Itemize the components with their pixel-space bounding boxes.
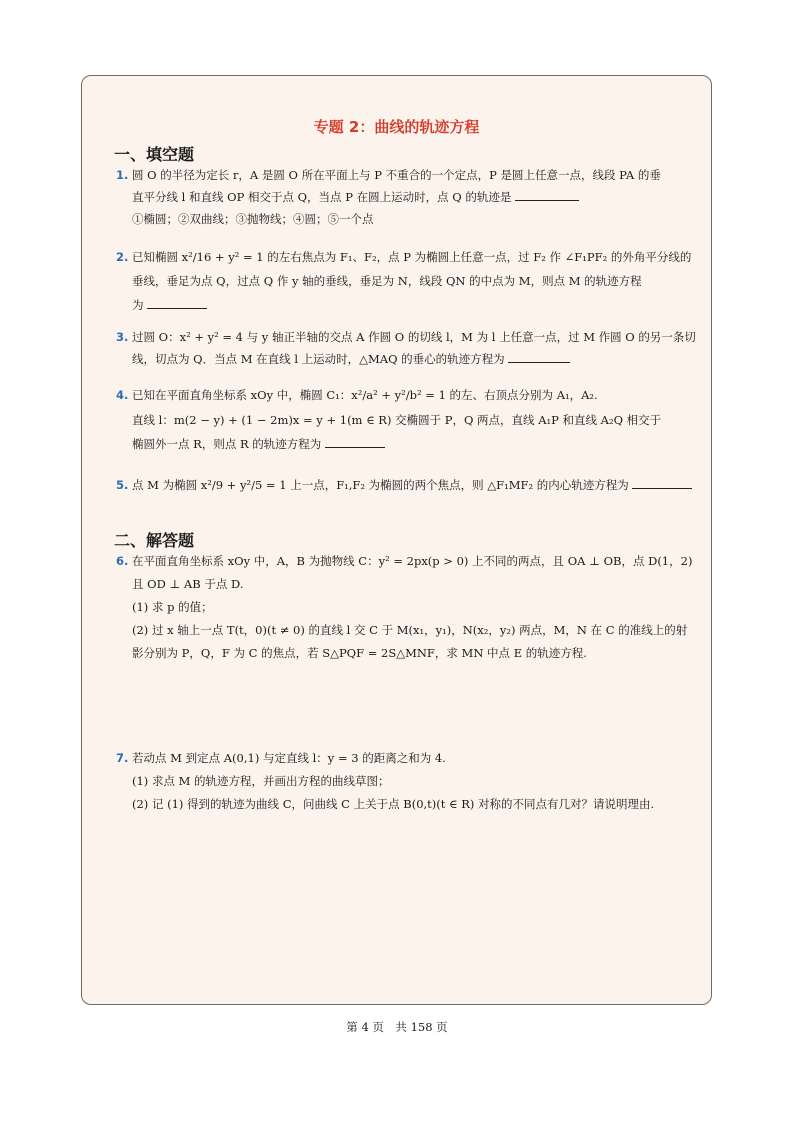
- question-line: (1) 求点 M 的轨迹方程，并画出方程的曲线草图；: [132, 774, 390, 788]
- question-line: 线，切点为 Q．当点 M 在直线 l 上运动时，△MAQ 的垂心的轨迹方程为: [132, 348, 570, 370]
- question-number: 6.: [116, 554, 129, 568]
- page-title: 专题 2：曲线的轨迹方程: [313, 118, 480, 136]
- section-answer: 二、解答题: [114, 531, 195, 550]
- answer-blank[interactable]: [515, 188, 579, 201]
- question-number: 5.: [116, 478, 129, 492]
- question-line: 直线 l：m(2 − y) + (1 − 2m)x = y + 1(m ∈ R) 交椭圆于 P，Q 两点，直线 A₁P 和直线 A₂Q 相交于: [132, 413, 662, 427]
- question-number: 7.: [116, 751, 129, 765]
- question-line: 且 OD ⊥ AB 于点 D.: [132, 577, 244, 591]
- page-footer: 第 4 页 共 158 页: [346, 1020, 448, 1034]
- question-line: (2) 记 (1) 得到的轨迹为曲线 C，问曲线 C 上关于点 B(0,t)(t ∈ R) 对称的不同点有几对？请说明理由.: [132, 797, 655, 811]
- question-line: (2) 过 x 轴上一点 T(t，0)(t ≠ 0) 的直线 l 交 C 于 M(x₁，y₁)，N(x₂，y₂) 两点，M，N 在 C 的准线上的射: [132, 623, 688, 637]
- question-line: (1) 求 p 的值；: [132, 600, 213, 614]
- question-line: 在平面直角坐标系 xOy 中，A，B 为抛物线 C：y² = 2px(p > 0) 上不同的两点，且 OA ⊥ OB，点 D(1，2): [132, 554, 693, 568]
- question-line: 过圆 O：x² + y² = 4 与 y 轴正半轴的交点 A 作圆 O 的切线 l，M 为 l 上任意一点，过 M 作圆 O 的另一条切: [132, 330, 696, 344]
- question-line: 为: [132, 294, 207, 316]
- answer-blank[interactable]: [632, 476, 692, 489]
- question-line: 点 M 为椭圆 x²/9 + y²/5 = 1 上一点，F₁,F₂ 为椭圆的两个焦点，则 △F₁MF₂ 的内心轨迹方程为: [132, 474, 692, 496]
- content-panel: [81, 75, 712, 1005]
- answer-blank[interactable]: [147, 296, 207, 309]
- question-number: 4.: [116, 388, 129, 402]
- question-number: 2.: [116, 250, 129, 264]
- question-line: 直平分线 l 和直线 OP 相交于点 Q，当点 P 在圆上运动时，点 Q 的轨迹是: [132, 186, 579, 208]
- question-line: ①椭圆；②双曲线；③抛物线；④圆；⑤一个点: [132, 212, 374, 226]
- question-line: 垂线，垂足为点 Q，过点 Q 作 y 轴的垂线，垂足为 N，线段 QN 的中点为 M，则点 M 的轨迹方程: [132, 274, 642, 288]
- question-number: 3.: [116, 330, 129, 344]
- answer-blank[interactable]: [325, 435, 385, 448]
- question-line: 圆 O 的半径为定长 r，A 是圆 O 所在平面上与 P 不重合的一个定点，P 是圆上任意一点，线段 PA 的垂: [132, 168, 661, 182]
- answer-blank[interactable]: [508, 350, 570, 363]
- question-line: 影分别为 P，Q，F 为 C 的焦点，若 S△PQF = 2S△MNF，求 MN 中点 E 的轨迹方程.: [132, 646, 587, 660]
- question-line: 椭圆外一点 R，则点 R 的轨迹方程为: [132, 433, 385, 455]
- section-fill-in: 一、填空题: [114, 145, 195, 164]
- question-line: 已知在平面直角坐标系 xOy 中，椭圆 C₁：x²/a² + y²/b² = 1 的左、右顶点分别为 A₁，A₂.: [132, 388, 598, 402]
- question-line: 已知椭圆 x²/16 + y² = 1 的左右焦点为 F₁、F₂，点 P 为椭圆上任意一点，过 F₂ 作 ∠F₁PF₂ 的外角平分线的: [132, 250, 692, 264]
- question-number: 1.: [116, 168, 129, 182]
- question-line: 若动点 M 到定点 A(0,1) 与定直线 l：y = 3 的距离之和为 4.: [132, 751, 446, 765]
